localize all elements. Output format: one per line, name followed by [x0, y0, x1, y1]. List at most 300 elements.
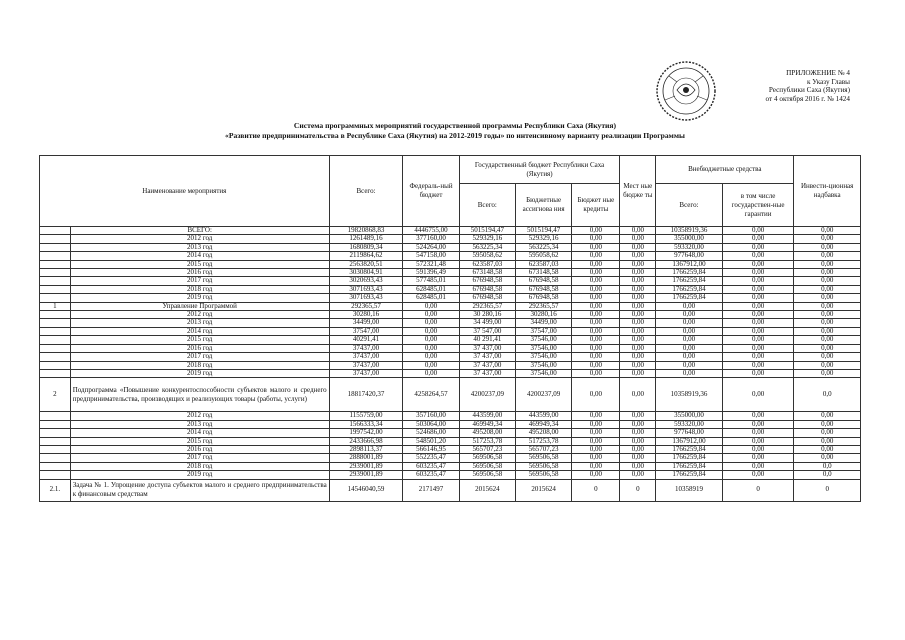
- value-cell: 0,00: [722, 294, 794, 302]
- value-cell: 0,00: [572, 412, 620, 420]
- value-cell: 0: [572, 479, 620, 501]
- row-number: [40, 429, 71, 437]
- value-cell: 37437,00: [329, 353, 403, 361]
- value-cell: 0,00: [620, 378, 656, 412]
- value-cell: 565707,23: [459, 445, 515, 453]
- table-row: [40, 327, 861, 335]
- value-cell: 0,00: [572, 336, 620, 344]
- row-number: [40, 420, 71, 428]
- value-cell: 4446755,00: [403, 227, 459, 235]
- table-row: [40, 336, 861, 344]
- header-off-total: Всего:: [656, 184, 723, 227]
- value-cell: 37 437,00: [459, 344, 515, 352]
- value-cell: 572321,48: [403, 260, 459, 268]
- value-cell: 1766259,84: [656, 445, 723, 453]
- row-number: [40, 412, 71, 420]
- value-cell: 4200237,09: [459, 378, 515, 412]
- value-cell: 0,00: [656, 311, 723, 319]
- value-cell: 37 437,00: [459, 369, 515, 377]
- value-cell: 1367912,00: [656, 437, 723, 445]
- value-cell: 0,00: [403, 344, 459, 352]
- activity-name: 2015 год: [70, 437, 329, 445]
- table-row: [40, 471, 861, 479]
- value-cell: 30280,16: [329, 311, 403, 319]
- value-cell: 0,00: [722, 252, 794, 260]
- program-activities-table: [39, 155, 861, 502]
- value-cell: 0,0: [794, 462, 861, 470]
- value-cell: 0,00: [620, 412, 656, 420]
- value-cell: 0,00: [572, 344, 620, 352]
- value-cell: 3020693,43: [329, 277, 403, 285]
- row-number: [40, 277, 71, 285]
- value-cell: 0,00: [722, 429, 794, 437]
- header-invest: Инвести-ционная надбавка: [794, 156, 861, 227]
- value-cell: 0,00: [794, 353, 861, 361]
- row-number: [40, 311, 71, 319]
- value-cell: 0,00: [572, 269, 620, 277]
- value-cell: 0: [620, 479, 656, 501]
- activity-name: 2019 год: [70, 471, 329, 479]
- value-cell: 2939001,89: [329, 462, 403, 470]
- appendix-line: от 4 октября 2016 г. № 1424: [765, 94, 850, 103]
- value-cell: 1766259,84: [656, 454, 723, 462]
- value-cell: 0,00: [620, 471, 656, 479]
- value-cell: 0,00: [620, 260, 656, 268]
- value-cell: 30280,16: [515, 311, 571, 319]
- activity-name: 2016 год: [70, 344, 329, 352]
- row-number: 2: [40, 378, 71, 412]
- value-cell: 566146,95: [403, 445, 459, 453]
- value-cell: 0,00: [572, 420, 620, 428]
- value-cell: 0,00: [572, 361, 620, 369]
- value-cell: 2171497: [403, 479, 459, 501]
- value-cell: 565707,23: [515, 445, 571, 453]
- table-row: [40, 311, 861, 319]
- table-row: [40, 260, 861, 268]
- value-cell: 357160,00: [403, 412, 459, 420]
- table-row: [40, 429, 861, 437]
- value-cell: 0,00: [722, 227, 794, 235]
- value-cell: 0,00: [794, 252, 861, 260]
- value-cell: 0,00: [794, 260, 861, 268]
- activity-name: 2013 год: [70, 243, 329, 251]
- value-cell: 37 437,00: [459, 353, 515, 361]
- value-cell: 37546,00: [515, 361, 571, 369]
- value-cell: 0,00: [794, 319, 861, 327]
- value-cell: 593320,00: [656, 243, 723, 251]
- value-cell: 2939001,89: [329, 471, 403, 479]
- value-cell: 18817420,37: [329, 378, 403, 412]
- table-row: [40, 420, 861, 428]
- activity-name: 2014 год: [70, 327, 329, 335]
- table-row: [40, 437, 861, 445]
- table-row: [40, 361, 861, 369]
- value-cell: 676948,58: [515, 294, 571, 302]
- table-row: [40, 235, 861, 243]
- value-cell: 37 547,00: [459, 327, 515, 335]
- value-cell: 0,00: [722, 319, 794, 327]
- value-cell: 0,00: [794, 311, 861, 319]
- value-cell: 0,00: [794, 277, 861, 285]
- value-cell: 37546,00: [515, 336, 571, 344]
- value-cell: 1367912,00: [656, 260, 723, 268]
- value-cell: 10358919,36: [656, 378, 723, 412]
- value-cell: 1261489,16: [329, 235, 403, 243]
- value-cell: 37 437,00: [459, 361, 515, 369]
- title-line-2: «Развитие предпринимательства в Республике Саха (Якутия) на 2012-2019 годы» по интенсивному варианту реализации Программы: [225, 131, 685, 140]
- value-cell: 552235,47: [403, 454, 459, 462]
- value-cell: 628485,01: [403, 294, 459, 302]
- value-cell: 37547,00: [329, 327, 403, 335]
- value-cell: 2433666,98: [329, 437, 403, 445]
- value-cell: 1155759,00: [329, 412, 403, 420]
- value-cell: 0,00: [620, 437, 656, 445]
- value-cell: 0,00: [620, 336, 656, 344]
- value-cell: 0,00: [572, 285, 620, 293]
- activity-name: 2017 год: [70, 277, 329, 285]
- header-local: Мест ные бюдже ты: [620, 156, 656, 227]
- value-cell: 5015194,47: [459, 227, 515, 235]
- value-cell: 673148,58: [515, 269, 571, 277]
- value-cell: 0,00: [722, 311, 794, 319]
- value-cell: 0,00: [620, 243, 656, 251]
- value-cell: 517253,78: [515, 437, 571, 445]
- value-cell: 529329,16: [459, 235, 515, 243]
- value-cell: 569506,58: [515, 471, 571, 479]
- value-cell: 0,00: [572, 429, 620, 437]
- header-state-total: Всего:: [459, 184, 515, 227]
- value-cell: 569506,58: [459, 454, 515, 462]
- value-cell: 0,00: [722, 378, 794, 412]
- value-cell: 0,00: [722, 302, 794, 310]
- value-cell: 0,00: [620, 294, 656, 302]
- activity-name: 2015 год: [70, 260, 329, 268]
- table-row: [40, 445, 861, 453]
- value-cell: 355000,00: [656, 412, 723, 420]
- value-cell: 30 280,16: [459, 311, 515, 319]
- row-number: [40, 319, 71, 327]
- value-cell: 0,00: [794, 420, 861, 428]
- value-cell: 0,00: [572, 462, 620, 470]
- value-cell: 0,00: [794, 344, 861, 352]
- value-cell: 563225,34: [459, 243, 515, 251]
- activity-name: Подпрограмма «Повышение конкурентоспособности субъектов малого и среднего предпринимательства, производящих и реализующих товары (работы, услуги): [70, 378, 329, 412]
- value-cell: 623587,03: [515, 260, 571, 268]
- value-cell: 0,00: [572, 260, 620, 268]
- value-cell: 0,00: [722, 462, 794, 470]
- row-number: [40, 227, 71, 235]
- value-cell: 40291,41: [329, 336, 403, 344]
- activity-name: Управление Программой: [70, 302, 329, 310]
- value-cell: 0,00: [794, 429, 861, 437]
- value-cell: 443599,00: [459, 412, 515, 420]
- value-cell: 0,00: [722, 412, 794, 420]
- activity-name: 2017 год: [70, 454, 329, 462]
- value-cell: 0,00: [620, 269, 656, 277]
- value-cell: 0,00: [722, 327, 794, 335]
- table-row: [40, 294, 861, 302]
- table-row: [40, 369, 861, 377]
- value-cell: 0,00: [794, 302, 861, 310]
- value-cell: 495208,00: [515, 429, 571, 437]
- value-cell: 623587,03: [459, 260, 515, 268]
- value-cell: 603235,47: [403, 462, 459, 470]
- value-cell: 0,00: [656, 319, 723, 327]
- appendix-line: ПРИЛОЖЕНИЕ № 4: [786, 69, 850, 77]
- value-cell: 3071693,43: [329, 285, 403, 293]
- row-number: [40, 243, 71, 251]
- value-cell: 4258264,57: [403, 378, 459, 412]
- value-cell: 0,00: [794, 445, 861, 453]
- value-cell: 14546040,59: [329, 479, 403, 501]
- row-number: [40, 235, 71, 243]
- value-cell: 469949,34: [515, 420, 571, 428]
- value-cell: 0,00: [403, 353, 459, 361]
- value-cell: 292365,57: [459, 302, 515, 310]
- value-cell: 37546,00: [515, 353, 571, 361]
- value-cell: 0,00: [403, 302, 459, 310]
- value-cell: 4200237,09: [515, 378, 571, 412]
- activity-name: 2014 год: [70, 252, 329, 260]
- table-row: [40, 243, 861, 251]
- value-cell: 0,00: [620, 285, 656, 293]
- row-number: [40, 269, 71, 277]
- value-cell: 0,00: [656, 344, 723, 352]
- activity-name: 2016 год: [70, 445, 329, 453]
- value-cell: 0,00: [572, 319, 620, 327]
- value-cell: 0: [794, 479, 861, 501]
- value-cell: 595058,62: [459, 252, 515, 260]
- row-number: [40, 327, 71, 335]
- activity-name: 2012 год: [70, 412, 329, 420]
- table-row: [40, 227, 861, 235]
- value-cell: 591396,49: [403, 269, 459, 277]
- value-cell: 603235,47: [403, 471, 459, 479]
- table-row: [40, 252, 861, 260]
- value-cell: 0,00: [794, 336, 861, 344]
- header-off-guar: в том числе государствен-ные гарантии: [722, 184, 794, 227]
- document-title: [60, 121, 850, 141]
- activity-name: 2019 год: [70, 369, 329, 377]
- value-cell: 676948,58: [459, 285, 515, 293]
- value-cell: 2888001,89: [329, 454, 403, 462]
- value-cell: 0,00: [572, 311, 620, 319]
- table-row: [40, 302, 861, 310]
- table-row: [40, 462, 861, 470]
- table-row: [40, 269, 861, 277]
- value-cell: 547158,00: [403, 252, 459, 260]
- row-number: [40, 353, 71, 361]
- value-cell: 3071693,43: [329, 294, 403, 302]
- value-cell: 0,00: [572, 437, 620, 445]
- appendix-line: к Указу Главы: [806, 77, 850, 86]
- value-cell: 0,00: [794, 437, 861, 445]
- value-cell: 676948,58: [459, 277, 515, 285]
- value-cell: 0,00: [722, 260, 794, 268]
- value-cell: 1766259,84: [656, 277, 723, 285]
- value-cell: 34 499,00: [459, 319, 515, 327]
- activity-name: 2012 год: [70, 311, 329, 319]
- activity-name: 2013 год: [70, 420, 329, 428]
- activity-name: Задача № 1. Упрощение доступа субъектов малого и среднего предпринимательства к финансовым средствам: [70, 479, 329, 501]
- value-cell: 1766259,84: [656, 471, 723, 479]
- value-cell: 569506,58: [459, 471, 515, 479]
- value-cell: 1766259,84: [656, 462, 723, 470]
- value-cell: 0,00: [722, 361, 794, 369]
- value-cell: 0: [722, 479, 794, 501]
- header-total: Всего:: [329, 156, 403, 227]
- value-cell: 2898113,37: [329, 445, 403, 453]
- value-cell: 5015194,47: [515, 227, 571, 235]
- value-cell: 0,00: [572, 227, 620, 235]
- value-cell: 0,0: [794, 378, 861, 412]
- value-cell: 529329,16: [515, 235, 571, 243]
- value-cell: 0,00: [656, 327, 723, 335]
- value-cell: 0,00: [572, 252, 620, 260]
- header-state-budget: Государственный бюджет Республики Саха (Якутия): [459, 156, 620, 184]
- value-cell: 0,00: [794, 454, 861, 462]
- table-row: [40, 319, 861, 327]
- value-cell: 977648,00: [656, 429, 723, 437]
- value-cell: 0,00: [572, 353, 620, 361]
- value-cell: 0,00: [620, 429, 656, 437]
- table-row: [40, 285, 861, 293]
- value-cell: 0,00: [794, 361, 861, 369]
- value-cell: 676948,58: [515, 277, 571, 285]
- value-cell: 292365,57: [329, 302, 403, 310]
- value-cell: 0,00: [620, 462, 656, 470]
- appendix-line: Республики Саха (Якутия): [768, 86, 850, 95]
- value-cell: 569506,58: [515, 454, 571, 462]
- value-cell: 443599,00: [515, 412, 571, 420]
- value-cell: 1997542,00: [329, 429, 403, 437]
- value-cell: 19820868,83: [329, 227, 403, 235]
- activity-name: 2014 год: [70, 429, 329, 437]
- value-cell: 0,00: [722, 437, 794, 445]
- title-line-1: Система программных мероприятий государственной программы Республики Саха (Якутия): [293, 121, 617, 130]
- value-cell: 563225,34: [515, 243, 571, 251]
- value-cell: 0,00: [620, 344, 656, 352]
- value-cell: 1766259,84: [656, 285, 723, 293]
- value-cell: 0,00: [620, 361, 656, 369]
- value-cell: 40 291,41: [459, 336, 515, 344]
- value-cell: 0,0: [794, 471, 861, 479]
- value-cell: 1766259,84: [656, 269, 723, 277]
- activity-name: 2018 год: [70, 285, 329, 293]
- table-body: [40, 227, 861, 502]
- value-cell: 1766259,84: [656, 294, 723, 302]
- value-cell: 0,00: [403, 361, 459, 369]
- value-cell: 2119864,62: [329, 252, 403, 260]
- value-cell: 0,00: [656, 361, 723, 369]
- value-cell: 676948,58: [459, 294, 515, 302]
- value-cell: 0,00: [403, 311, 459, 319]
- value-cell: 0,00: [620, 420, 656, 428]
- value-cell: 1680809,34: [329, 243, 403, 251]
- header-state-credit: Бюджет ные кредиты: [572, 184, 620, 227]
- value-cell: 37437,00: [329, 369, 403, 377]
- value-cell: 0,00: [572, 302, 620, 310]
- value-cell: 977648,00: [656, 252, 723, 260]
- value-cell: 0,00: [572, 471, 620, 479]
- value-cell: 524264,00: [403, 243, 459, 251]
- value-cell: 0,00: [572, 445, 620, 453]
- table-row: [40, 277, 861, 285]
- value-cell: 0,00: [572, 277, 620, 285]
- row-number: [40, 445, 71, 453]
- value-cell: 673148,58: [459, 269, 515, 277]
- activity-name: 2016 год: [70, 269, 329, 277]
- value-cell: 0,00: [572, 369, 620, 377]
- table-row: [40, 378, 861, 412]
- table-row: [40, 353, 861, 361]
- value-cell: 524686,00: [403, 429, 459, 437]
- appendix-header: [705, 69, 850, 103]
- table-row: [40, 412, 861, 420]
- value-cell: 0,00: [794, 285, 861, 293]
- row-number: [40, 437, 71, 445]
- value-cell: 628485,01: [403, 285, 459, 293]
- value-cell: 0,00: [794, 243, 861, 251]
- value-cell: 0,00: [722, 336, 794, 344]
- value-cell: 10358919: [656, 479, 723, 501]
- value-cell: 495208,00: [459, 429, 515, 437]
- value-cell: 569506,58: [459, 462, 515, 470]
- value-cell: 676948,58: [515, 285, 571, 293]
- row-number: [40, 462, 71, 470]
- value-cell: 0,00: [794, 369, 861, 377]
- row-number: [40, 471, 71, 479]
- value-cell: 0,00: [656, 369, 723, 377]
- row-number: 2.1.: [40, 479, 71, 501]
- value-cell: 0,00: [722, 344, 794, 352]
- value-cell: 0,00: [794, 412, 861, 420]
- activity-name: 2015 год: [70, 336, 329, 344]
- value-cell: 469949,34: [459, 420, 515, 428]
- value-cell: 0,00: [620, 445, 656, 453]
- value-cell: 0,00: [403, 319, 459, 327]
- value-cell: 0,00: [620, 277, 656, 285]
- value-cell: 10358919,36: [656, 227, 723, 235]
- row-number: [40, 252, 71, 260]
- value-cell: 0,00: [722, 285, 794, 293]
- value-cell: 577485,01: [403, 277, 459, 285]
- value-cell: 355000,00: [656, 235, 723, 243]
- value-cell: 0,00: [620, 353, 656, 361]
- row-number: 1: [40, 302, 71, 310]
- row-number: [40, 344, 71, 352]
- activity-name: 2013 год: [70, 319, 329, 327]
- value-cell: 0,00: [620, 311, 656, 319]
- value-cell: 503064,00: [403, 420, 459, 428]
- value-cell: 3030804,91: [329, 269, 403, 277]
- value-cell: 34499,00: [515, 319, 571, 327]
- value-cell: 2563820,51: [329, 260, 403, 268]
- value-cell: 2015624: [459, 479, 515, 501]
- value-cell: 0,00: [722, 454, 794, 462]
- header-offbudget: Внебюджетные средства: [656, 156, 794, 184]
- value-cell: 0,00: [620, 227, 656, 235]
- value-cell: 0,00: [794, 269, 861, 277]
- header-name: Наименование мероприятия: [40, 156, 330, 227]
- header-state-alloc: Бюджетные ассигнова ния: [515, 184, 571, 227]
- value-cell: 0,00: [620, 302, 656, 310]
- value-cell: 37546,00: [515, 344, 571, 352]
- value-cell: 0,00: [572, 378, 620, 412]
- value-cell: 0,00: [656, 302, 723, 310]
- table-row: [40, 454, 861, 462]
- table-row: [40, 344, 861, 352]
